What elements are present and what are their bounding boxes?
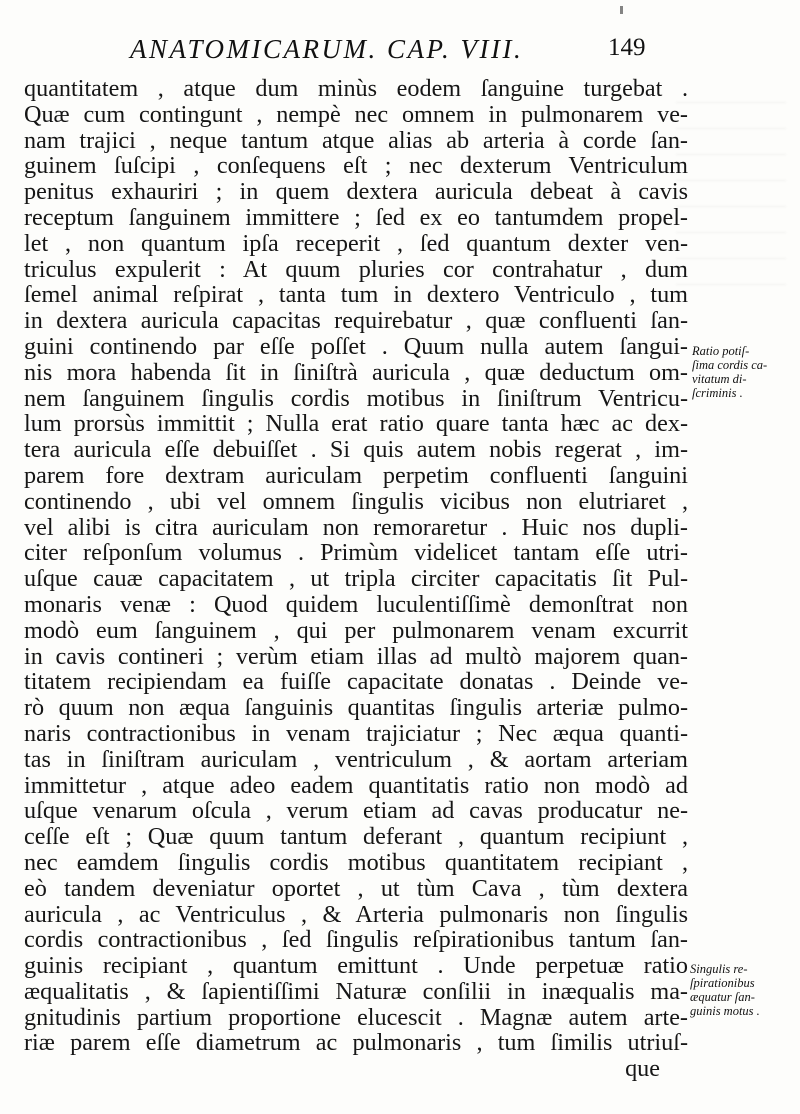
text-line: receptum ſanguinem immittere ; ſed ex eo tantumdem propel- xyxy=(24,204,688,231)
text-line: quantitatem , atque dum minùs eodem ſanguine turgebat . xyxy=(24,76,688,102)
text-line: tera auricula eſſe debuiſſet . Si quis autem nobis regerat , im- xyxy=(24,437,688,463)
text-line: penitus exhauriri ; in quem dextera auricula debeat à cavis xyxy=(24,179,688,205)
text-line: tas in ſiniſtram auriculam , ventriculum , & aortam arteriam xyxy=(24,746,688,773)
margin-note-line: ſpirationibus xyxy=(690,976,755,990)
text-line: triculus expulerit : At quum pluries cor contrahatur , dum xyxy=(24,256,688,283)
margin-note-line: ſima cordis ca- xyxy=(692,358,768,372)
text-line: ceſſe eſt ; Quæ quum tantum deferant , quantum recipiunt , xyxy=(24,824,688,850)
text-line: ſemel animal reſpirat , tanta tum in dextero Ventriculo , tum xyxy=(24,282,688,309)
text-line: let , non quantum ipſa receperit , ſed quantum dexter ven- xyxy=(24,230,688,257)
running-head: ANATOMICARUM. CAP. VIII. xyxy=(130,34,524,64)
text-line: auricula , ac Ventriculus , & Arteria pulmonaris non ſingulis xyxy=(24,901,688,928)
text-line: nis mora habenda ſit in ſiniſtrà auricula , quæ deductum om- xyxy=(24,359,688,386)
text-line: parem fore dextram auriculam perpetim confluenti ſanguini xyxy=(24,462,688,489)
catchword: que xyxy=(625,1056,660,1083)
text-line: guinem ſuſcipi , conſequens eſt ; nec dexterum Ventriculum xyxy=(24,153,688,180)
text-line: continendo , ubi vel omnem ſingulis vicibus non elutriaret , xyxy=(24,488,688,515)
text-line: nam trajici , neque tantum atque alias ab arteria à corde ſan- xyxy=(24,127,688,154)
text-line: naris contractionibus in venam trajiciatur ; Nec æqua quanti- xyxy=(24,720,688,747)
text-line: gnitudinis partium proportione elucescit . Magnæ autem arte- xyxy=(24,1004,688,1031)
text-line: guinis recipiant , quantum emittunt . Unde perpetuæ ratio xyxy=(24,953,688,979)
text-line: immittetur , atque adeo eadem quantitatis ratio non modò ad xyxy=(24,772,688,799)
page-header xyxy=(78,34,698,70)
text-line: nec eamdem ſingulis cordis motibus quantitatem recipiant , xyxy=(24,849,688,876)
edge-mark xyxy=(620,6,623,14)
text-line: uſque cauæ capacitatem , ut tripla circiter capacitatis ſit Pul- xyxy=(24,566,688,592)
text-line: in cavis contineri ; verùm etiam illas ad multò majorem quan- xyxy=(24,643,688,670)
text-line: uſque venarum oſcula , verum etiam ad cavas producatur ne- xyxy=(24,798,688,825)
margin-note-line: æquatur ſan- xyxy=(690,990,755,1004)
text-line: rò quum non æqua ſanguinis quantitas ſingulis arteriæ pulmo- xyxy=(24,695,688,721)
margin-note-line: vitatum di- xyxy=(692,372,747,386)
show-through-bleed xyxy=(676,90,786,310)
text-line: lum prorsùs immittit ; Nulla erat ratio quare tanta hæc ac dex- xyxy=(24,411,688,438)
text-line: riæ parem eſſe diametrum ac pulmonaris , tum ſimilis utriuſ- xyxy=(24,1030,688,1057)
margin-note-line: Ratio potiſ- xyxy=(692,344,750,358)
text-line: guini continendo par eſſe poſſet . Quum nulla autem ſangui- xyxy=(24,333,688,360)
text-line: cordis contractionibus , ſed ſingulis reſpirationibus tantum ſan- xyxy=(24,927,688,954)
text-line: Quæ cum contingunt , nempè nec omnem in pulmonarem ve- xyxy=(24,101,688,128)
text-line: monaris venæ : Quod quidem luculentiſſimè demonſtrat non xyxy=(24,591,688,618)
page-number: 149 xyxy=(608,34,646,61)
text-line: nem ſanguinem ſingulis cordis motibus in ſiniſtrum Ventricu- xyxy=(24,385,688,412)
text-line: eò tandem deveniatur oportet , ut tùm Cava , tùm dextera xyxy=(24,875,688,902)
text-line: vel alibi is citra auriculam non remoraretur . Huic nos dupli- xyxy=(24,514,688,541)
margin-note-line: ſcriminis . xyxy=(692,386,743,400)
text-line: titatem recipiendam ea fuiſſe capacitate donatas . Deinde ve- xyxy=(24,669,688,696)
margin-note-ratio xyxy=(692,344,767,400)
margin-note-singulis xyxy=(690,962,760,1018)
margin-note-line: guinis motus . xyxy=(690,1004,760,1018)
text-line: modò eum ſanguinem , qui per pulmonarem venam excurrit xyxy=(24,617,688,644)
body-text xyxy=(24,76,688,1082)
text-line: in dextera auricula capacitas requirebatur , quæ confluenti ſan- xyxy=(24,308,688,334)
text-line: æqualitatis , & ſapientiſſimi Naturæ conſilii in inæqualis ma- xyxy=(24,978,688,1005)
text-line: citer reſponſum volumus . Primùm videlicet tantam eſſe utri- xyxy=(24,540,688,567)
margin-note-line: Singulis re- xyxy=(690,962,748,976)
